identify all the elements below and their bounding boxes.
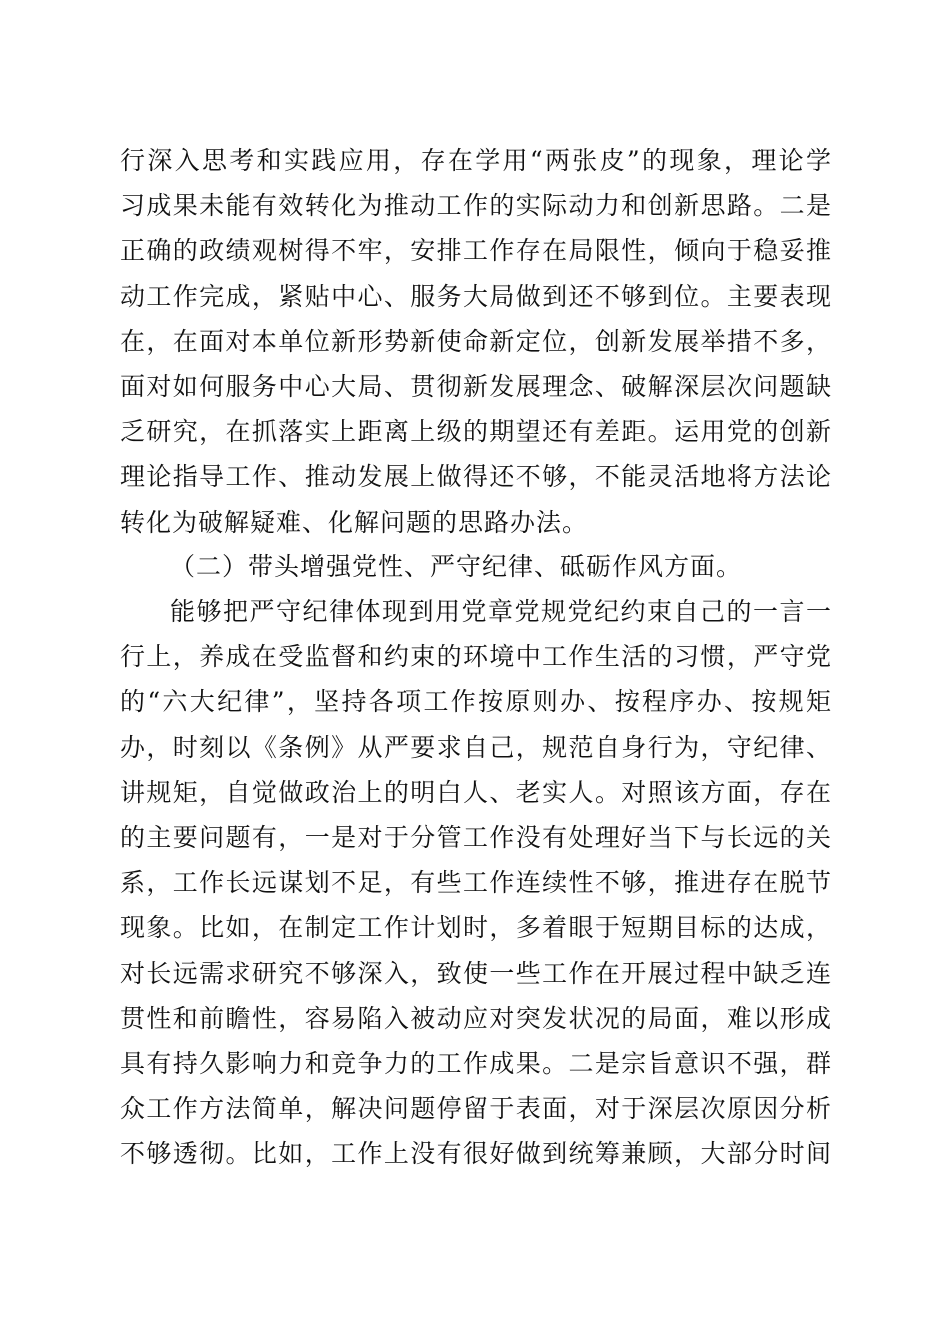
section-heading: （二）带头增强党性、严守纪律、砥砺作风方面。 bbox=[170, 552, 743, 581]
text-line: 动工作完成，紧贴中心、服务大局做到还不够到位。主要表现 bbox=[120, 281, 832, 311]
text-line: 贯性和前瞻性，容易陷入被动应对突发状况的局面，难以形成 bbox=[120, 1003, 832, 1033]
text-line: 不够透彻。比如，工作上没有很好做到统筹兼顾，大部分时间 bbox=[120, 1139, 832, 1169]
text-line: 对长远需求研究不够深入，致使一些工作在开展过程中缺乏连 bbox=[120, 958, 832, 988]
text-line: 办，时刻以《条例》从严要求自己，规范自身行为，守纪律、 bbox=[120, 732, 832, 762]
text-line: 面对如何服务中心大局、贯彻新发展理念、破解深层次问题缺 bbox=[120, 371, 832, 401]
text-line: 理论指导工作、推动发展上做得还不够，不能灵活地将方法论 bbox=[120, 462, 832, 492]
text-line: 现象。比如，在制定工作计划时，多着眼于短期目标的达成， bbox=[120, 913, 832, 943]
text-line: 能够把严守纪律体现到用党章党规党纪约束自己的一言一 bbox=[170, 597, 832, 626]
text-line: 行深入思考和实践应用，存在学用“两张皮”的现象，理论学 bbox=[120, 146, 832, 175]
text-line: 的主要问题有，一是对于分管工作没有处理好当下与长远的关 bbox=[120, 822, 832, 852]
text-line: 具有持久影响力和竞争力的工作成果。二是宗旨意识不强，群 bbox=[120, 1048, 832, 1078]
text-line: 行上，养成在受监督和约束的环境中工作生活的习惯，严守党 bbox=[120, 642, 832, 672]
paragraph-two bbox=[120, 589, 832, 1176]
text-line: 的“六大纪律”，坚持各项工作按原则办、按程序办、按规矩 bbox=[120, 687, 832, 717]
text-line: 正确的政绩观树得不牢，安排工作存在局限性，倾向于稳妥推 bbox=[120, 236, 832, 266]
text-line: 众工作方法简单，解决问题停留于表面，对于深层次原因分析 bbox=[120, 1094, 832, 1124]
text-line: 转化为破解疑难、化解问题的思路办法。 bbox=[120, 507, 589, 537]
paragraph-continued bbox=[120, 138, 832, 545]
text-line: 讲规矩，自觉做政治上的明白人、老实人。对照该方面，存在 bbox=[120, 777, 832, 807]
text-line: 乏研究，在抓落实上距离上级的期望还有差距。运用党的创新 bbox=[120, 417, 832, 447]
text-line: 系，工作长远谋划不足，有些工作连续性不够，推进存在脱节 bbox=[120, 868, 832, 898]
text-line: 在，在面对本单位新形势新使命新定位，创新发展举措不多， bbox=[120, 326, 832, 356]
text-line: 习成果未能有效转化为推动工作的实际动力和创新思路。二是 bbox=[120, 191, 832, 221]
